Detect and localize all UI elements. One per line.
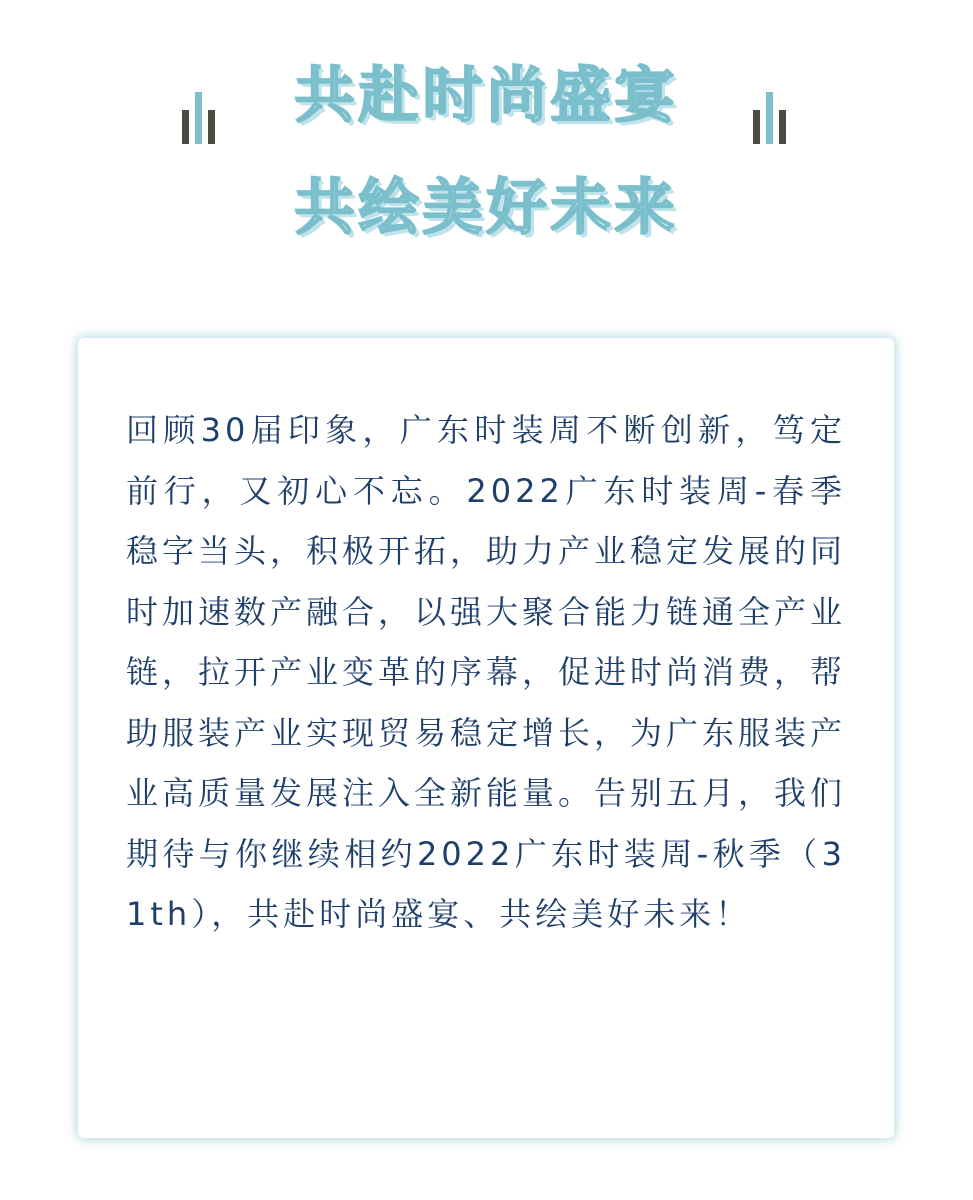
header (0, 0, 973, 300)
body-paragraph: 回顾30届印象，广东时装周不断创新，笃定前行，又初心不忘。2022广东时装周-春季稳字当头，积极开拓，助力产业稳定发展的同时加速数产融合，以强大聚合能力链通全产业链，拉开产业变革的序幕，促进时尚消费，帮助服装产业实现贸易稳定增长，为广东服装产业高质量发展注入全新能量。告别五月，我们期待与你继续相约2022广东时装周-秋季（31th），共赴时尚盛宴、共绘美好未来！ (126, 411, 847, 933)
decorative-bars-right (753, 92, 793, 144)
content-card (78, 338, 894, 1138)
title-line-1: 共赴时尚盛宴 (294, 61, 679, 131)
decorative-bar (766, 92, 773, 144)
title-line-2: 共绘美好未来 (294, 173, 679, 243)
decorative-bar (753, 110, 760, 144)
decorative-bar (779, 110, 786, 144)
